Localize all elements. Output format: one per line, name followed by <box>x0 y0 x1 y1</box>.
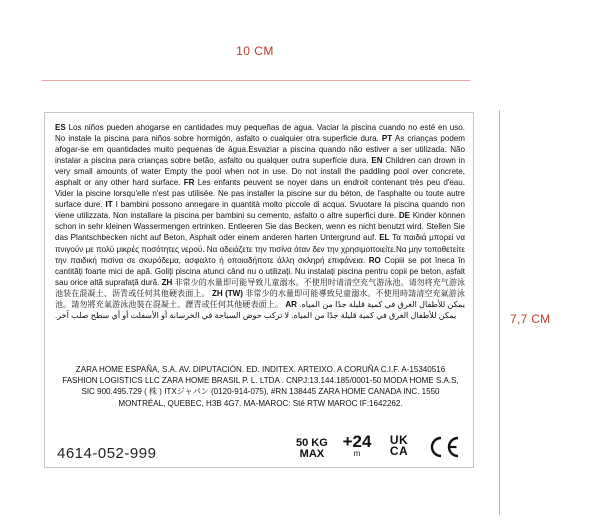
lang-code-es: ES <box>55 123 66 132</box>
age-unit: m <box>353 449 361 458</box>
lang-code-de: DE <box>398 211 411 221</box>
width-dimension-label: 10 CM <box>236 44 274 58</box>
max-weight-value: 50 KG <box>296 437 328 449</box>
lang-code-it: IT <box>105 200 113 210</box>
lang-code-fr: FR <box>183 178 195 188</box>
max-weight-badge <box>296 438 328 460</box>
lang-code-pt: PT <box>381 134 393 144</box>
lang-code-ar: AR <box>285 299 297 309</box>
height-dimension-line <box>499 110 500 515</box>
product-label <box>44 112 474 468</box>
height-dimension-label: 7,7 CM <box>510 312 551 326</box>
warning-zh-tw: 非常少的水量即可能導致兒童溺水。不使用時請清空充氣游泳池。請勿將充氣游泳池裝在混凝土、瀝青或任何其他硬表面上。 <box>55 288 465 309</box>
age-badge <box>341 433 373 458</box>
lang-code-zh-tw: ZH (TW) <box>212 288 243 298</box>
lang-code-en: EN <box>371 156 383 166</box>
warning-it: I bambini possono annegare in quantità molto piccole di acqua. Svuotare la piscina quando non viene utilizzata. Non installare la piscina per bambini su cemento, asfalto o altre superfici dure. <box>55 200 465 221</box>
warning-de: Kinder können schon in sehr kleinen Wassermengen ertrinken. Entleeren Sie das Becken, wenn es nicht benutzt wird. Stellen Sie das Plantschbecken nicht auf Beton, Asphalt oder einem anderen harten Untergrund auf. <box>55 211 465 243</box>
width-dimension-line <box>42 80 470 81</box>
warning-ar: يمكن للأطفال الغرق في كمية قليلة جدًا من المياه. يمكن للأطفال الغرق في كمية قليلة جدًا من المياه. لا تركب حوض السباحة في الخرسانة أو الأسفلت أو أي سطح صلب آخر. <box>55 299 465 320</box>
warning-zh: 非常少的水量即可能导致儿童溺水。不使用时请清空充气游泳池。请勿将充气游泳池装在混凝土、沥青或任何其他硬表面上。 <box>55 277 465 298</box>
ukca-line-2: CA <box>389 444 409 458</box>
ukca-mark <box>386 435 412 457</box>
warning-fr: Les enfants peuvent se noyer dans un endroit contenant très peu d'eau. Vider la piscine lorsqu'elle n'est pas utilisée. Ne pas installer la piscine sur du béton, de l'asphalte ou toute autre surface dure. <box>55 178 465 210</box>
ce-mark-icon <box>427 435 461 459</box>
warning-el: Τα παιδιά μπορεί να πνιγούν με πολύ μικρές ποσότητες νερού. Να αδειάζετε την πισίνα όταν δεν την χρησιμοποιείτε.Να μην τοποθετείτε την παιδική πισίνα σε σκυρόδεμα, ασφαλτο ή οποιαδήποτε άλλη σκληρή επιφάνεια. <box>55 233 465 265</box>
ukca-line-1: UK <box>389 433 409 447</box>
warning-pt: As crianças podem afogar-se em quantidades muito pequenas de água.Esvaziar a piscina quando não estiver a ser utilizada. Não instalar a piscina para crianças sobre betão, asfalto ou qualquer outra superfície dura. <box>55 134 465 166</box>
warning-en: Children can drown in very small amounts of water Empty the pool when not in use. Do not install the paddling pool over concrete, asphalt or any other hard surface. <box>55 156 465 188</box>
lang-code-ro: RO <box>368 255 381 265</box>
warning-es: Los niños pueden ahogarse en cantidades muy pequeñas de agua. Vaciar la piscina cuando no esté en uso. No instale la piscina para niños sobre hormigón, asfalto o cualquier otra superficie dura. <box>55 123 465 144</box>
product-code: 4614-052-999 <box>57 445 157 462</box>
warning-text-block <box>55 122 465 321</box>
max-weight-label: MAX <box>299 448 325 460</box>
warning-ro: Copiii se pot îneca în cantități foarte mici de apă. Goliți piscina atunci când nu o utilizați. Nu instalați piscina pentru copii pe beton, asfalt sau orice altă suprafață dură. <box>55 255 465 287</box>
lang-code-el: EL <box>379 233 390 243</box>
lang-code-zh: ZH <box>161 277 173 287</box>
age-value: +24 <box>342 432 372 451</box>
company-info: ZARA HOME ESPAÑA, S.A. AV. DIPUTACIÓN. ED. INDITEX. ARTEIXO. A CORUÑA C.I.F. A-15340516 FASHION LOGISTICS LLC ZARA HOME BRASIL P. L. LTDA . CNPJ:13.144.185/0001-50 MODA HOME S.A.S, SIC 900.495.729 ( 株 ) ITXジャパン (0120-914-075), #RN 138445 ZARA HOME CANADA INC. 1550 MONTRÉAL, QUEBEC, H3B 4G7. MA-MAROC: Sté RTW MAROC IF:1642262. <box>62 365 459 408</box>
